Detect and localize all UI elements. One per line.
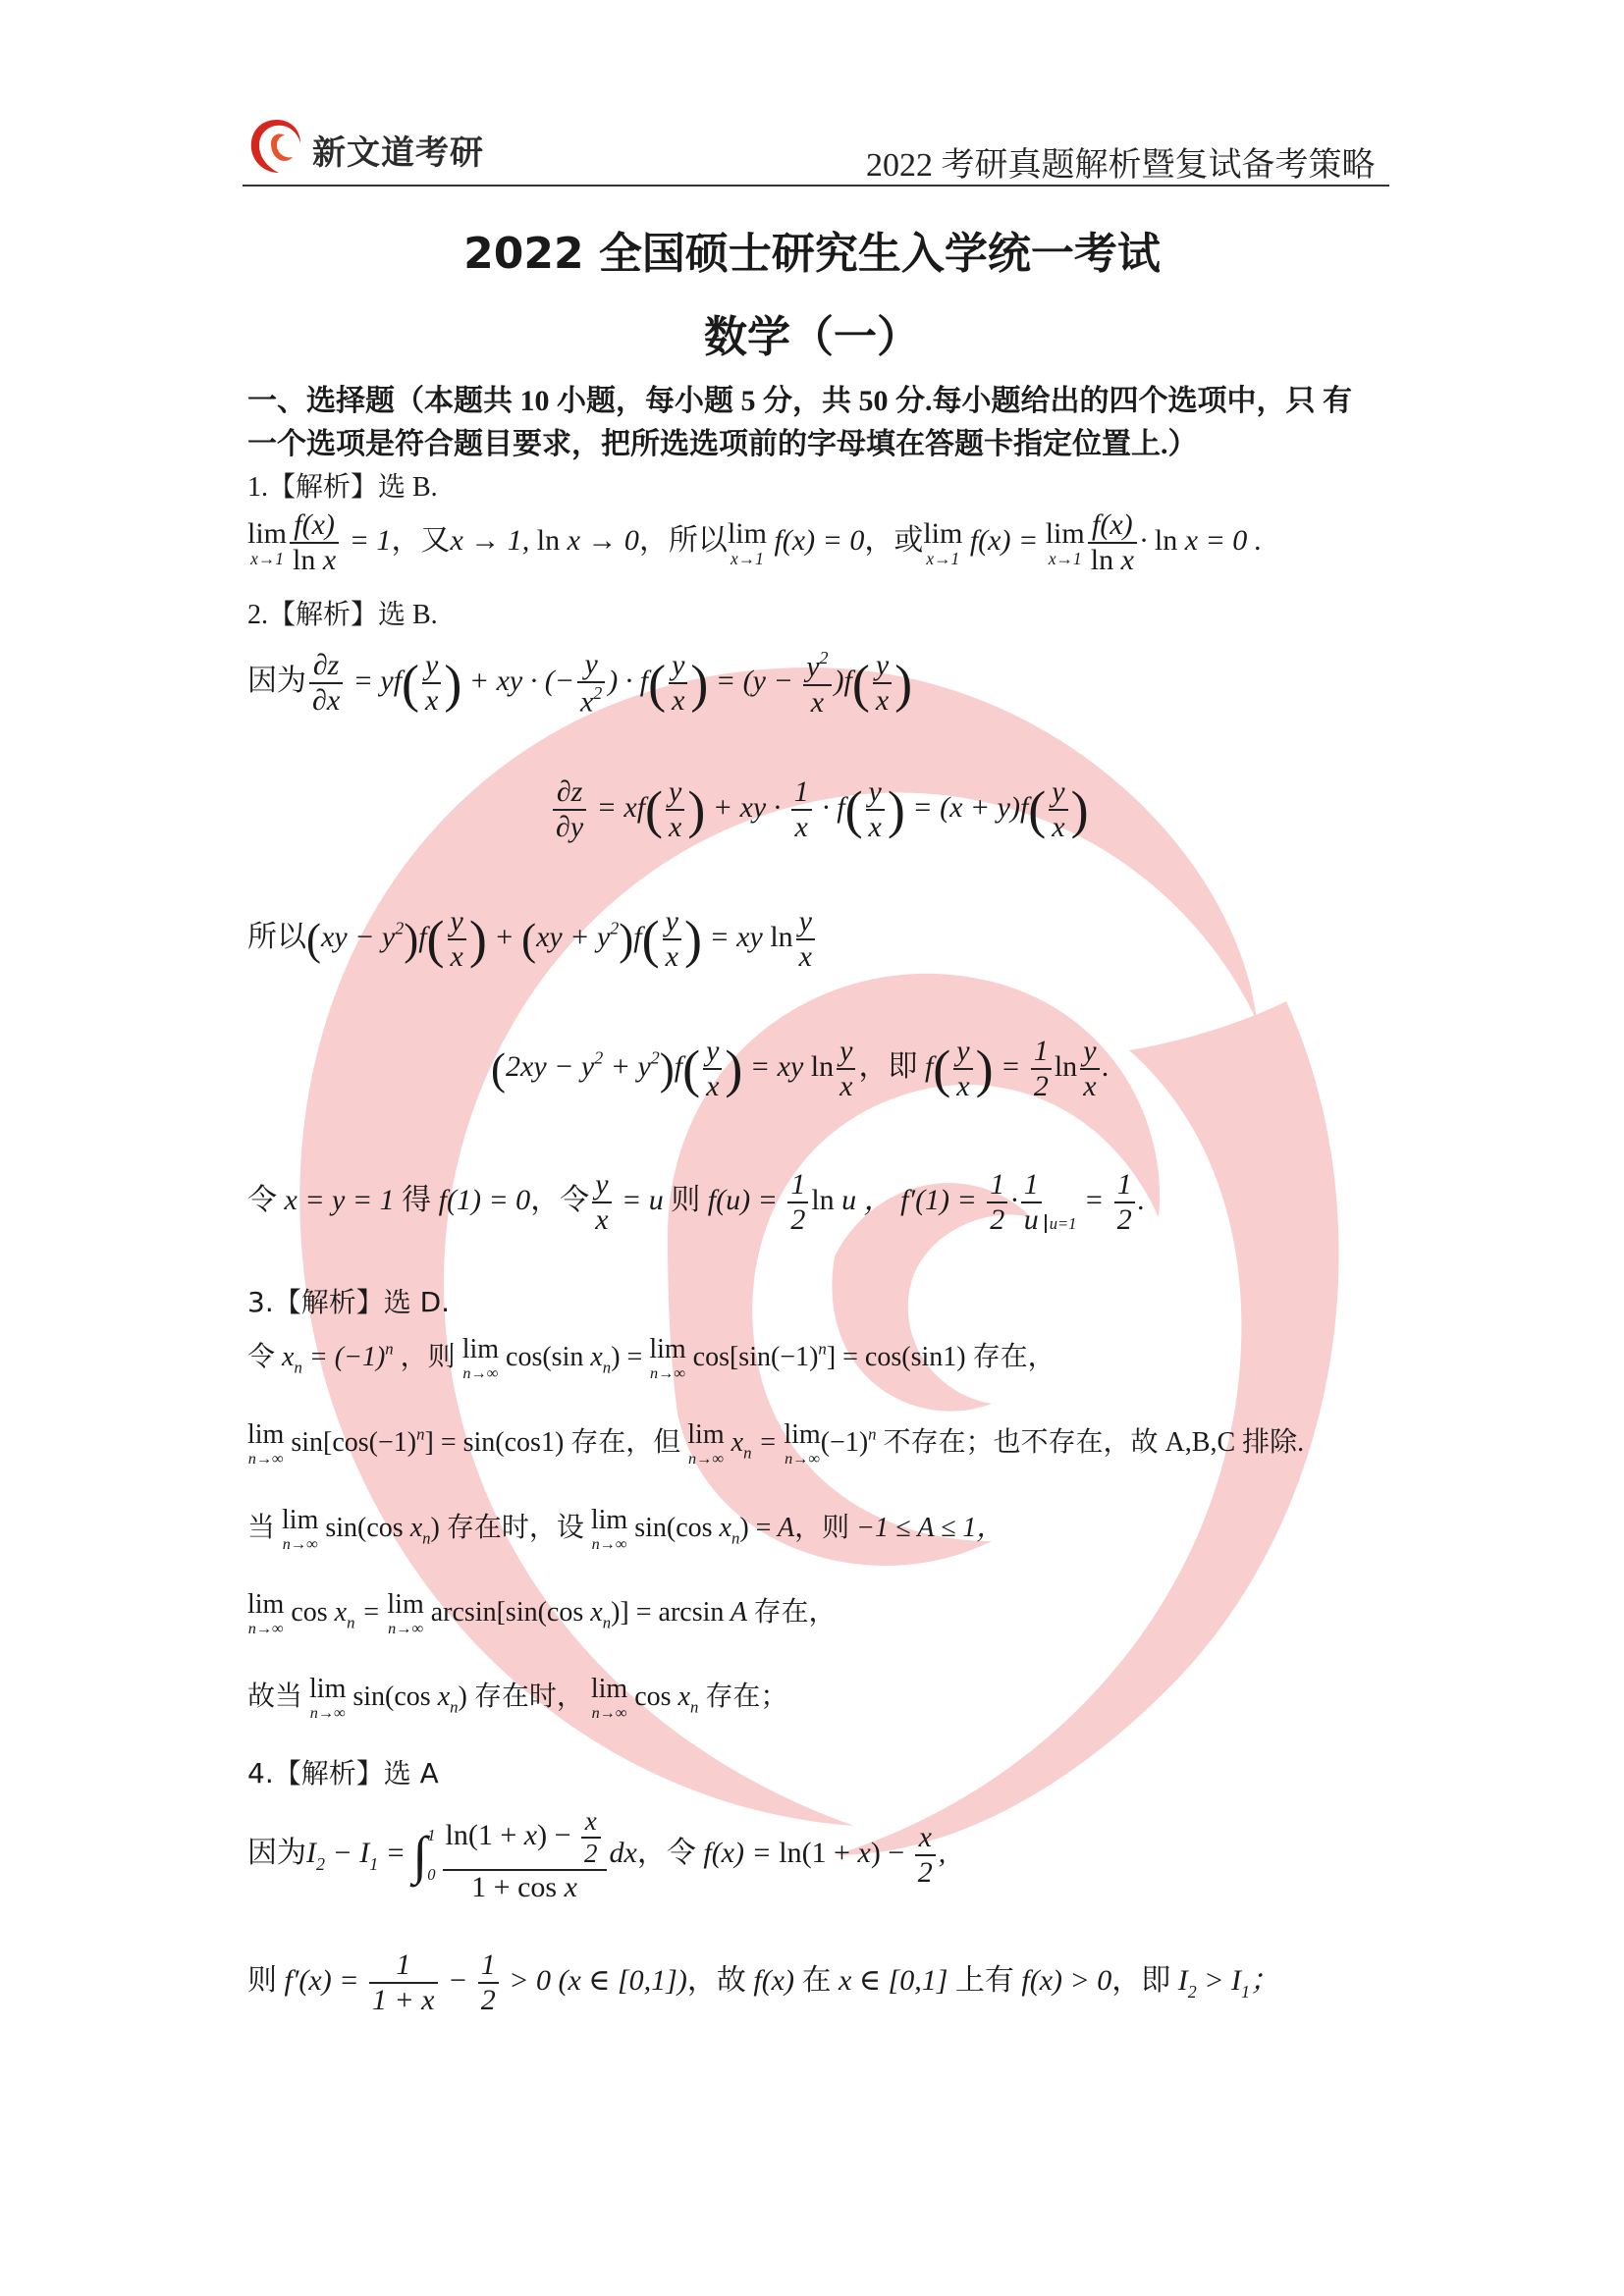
page-subtitle: 数学（一） xyxy=(704,312,920,362)
q3-line3: 当 lim n→∞ sin(cos $x_n$) 存在时，设 lim n→∞ sin(cos $x_n) = A$，则 −1 ≤ A ≤ 1， xyxy=(247,1505,1004,1554)
q4-formula-integral: 因为$I_2 - I_1$ = ∫ 1 0 ln(1 + x) − $\frac{x}{2}$ 1 + cos x dx，令 f(x) = ln(1 + x) − $\frac{x}{2}$ , xyxy=(247,1806,947,1903)
q2-formula-result: 令 x = y = 1 得 f(1) = 0，令 $\frac{y}{x}$ = u 则 f(u) = $\frac{1}{2}$ ln u ， f′(1) = $\frac{1}{2}$ · $\frac{1}{u}$ $_{u=1}$ = $\frac{1}{2}$ . xyxy=(247,1168,1146,1236)
q1-label: 1.【解析】选 B. xyxy=(247,472,438,503)
brand-logo-text: 新文道考研 xyxy=(312,133,484,173)
q2-formula-dzdx: 因为 $\frac{\partial z}{\partial x}$ = yf( $\frac{y}{x}$ ) + xy · (− $\frac{y}{x^2}$ ) · f( $\frac{y}{x}$ ) = (y − $\frac{y^2}{x}$ )f( $\frac{y}{x}$ ) xyxy=(247,648,913,719)
q4-formula-derivative: 则 f′(x) = $\frac{1}{1 + x}$ − $\frac{1}{2}$ > 0 (x ∈ [0,1])，故 f(x) 在 x ∈ [0,1] 上有 f(x) > 0，即 $I_2 > I_1$； xyxy=(247,1949,1279,2016)
brand-logo-icon xyxy=(247,116,306,175)
q2-label: 2.【解析】选 B. xyxy=(247,600,438,630)
header-rule xyxy=(243,185,1389,187)
q3-label: 3.【解析】选 D. xyxy=(247,1286,451,1318)
q3-line2: lim n→∞ $\sin[\cos(-1)^n] = \sin(\cos 1)$ 存在，但 lim n→∞ $x_n = \lim$ n→∞ $(-1)^n$ 不存在；也不存在，故 A,B,C 排除. xyxy=(247,1419,1305,1468)
section-instructions-line2: 一个选项是符合题目要求，把所选选项前的字母填在答题卡指定位置上.） xyxy=(247,428,1198,460)
q2-formula-simplify: $(2xy - y^2 + y^2)f$( $\frac{y}{x}$ ) = xy ln $\frac{y}{x}$ ，即 f( $\frac{y}{x}$ ) = $\frac{1}{2}$ ln $\frac{y}{x}$ . xyxy=(491,1035,1110,1102)
q4-label: 4.【解析】选 A xyxy=(247,1757,439,1789)
page-title: 2022 全国硕士研究生入学统一考试 xyxy=(463,229,1161,279)
section-instructions-line1: 一、选择题（本题共 10 小题，每小题 5 分，共 50 分.每小题给出的四个选项中，只 有 xyxy=(247,385,1352,417)
q2-formula-dzdy: $\frac{\partial z}{\partial y}$ = xf( $\frac{y}{x}$ ) + xy · $\frac{1}{x}$ · f( $\frac{y}{x}$ ) = (x + y)f( $\frac{y}{x}$ ) xyxy=(550,775,1089,844)
q3-line1: 令 $x_n = (-1)^n$ ，则 lim n→∞ cos(sin $x_n) = \lim$ n→∞ $\cos[\sin(-1)^n] = \cos(\sin 1)$ 存在， xyxy=(247,1334,1056,1383)
q1-formula: lim x→1 $\frac{f(x)}{\text{ln x}}$ = 1，又x → 1, ln x → 0，所以lim x→1 f(x) = 0，或lim x→1 f(x) = lim x→1 $\frac{f(x)}{\text{ln x}}$ · ln x = 0 . xyxy=(247,508,1263,576)
header-title: 2022 考研真题解析暨复试备考策略 xyxy=(866,147,1376,184)
q3-line5: 故当 lim n→∞ sin(cos $x_n$) 存在时， lim n→∞ $\cos x_n$ 存在； xyxy=(247,1674,788,1723)
q3-line4: lim n→∞ $\cos x_n = \lim$ n→∞ arcsin[sin(cos $x_n)] = \arcsin A$ 存在， xyxy=(247,1589,837,1638)
q2-formula-sum: 所以$(xy - y^2)f$( $\frac{y}{x}$ ) + $(xy + y^2)f$( $\frac{y}{x}$ ) = xy ln $\frac{y}{x}$ xyxy=(247,905,818,974)
